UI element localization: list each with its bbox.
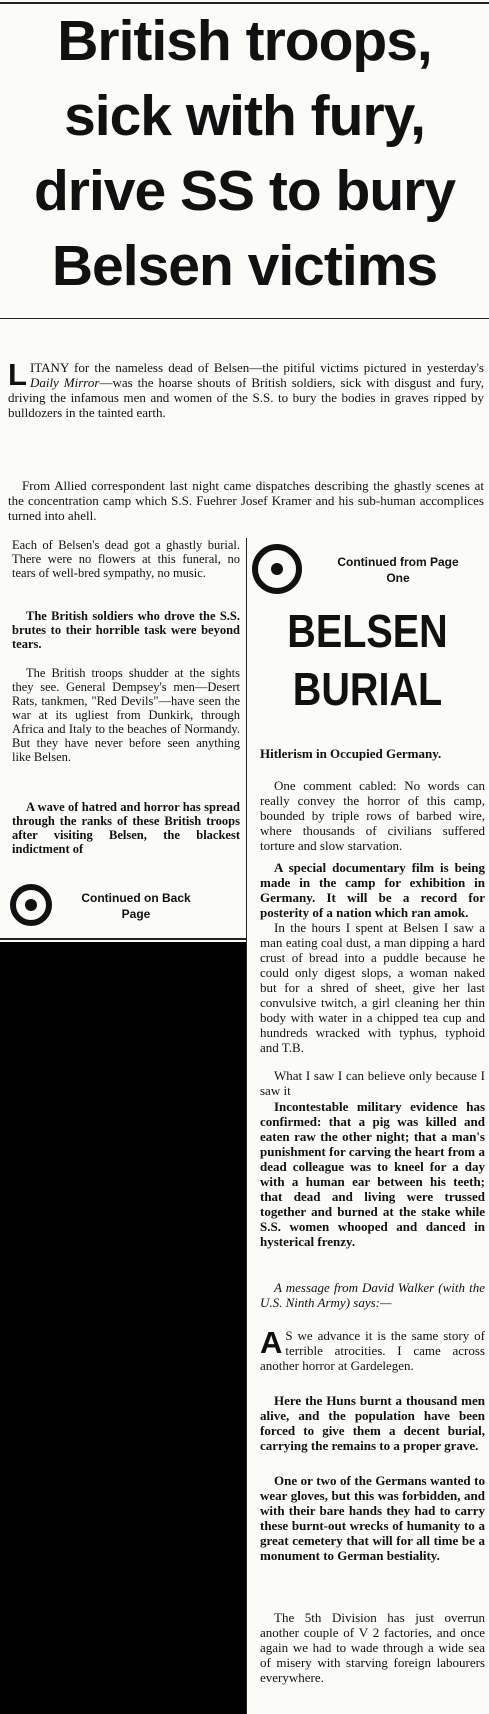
right-column <box>246 538 489 1714</box>
right-paragraph: Here the Huns burnt a thousand men alive, and the population have been forced to give them a decent burial, carrying the remains to a proper grave. <box>260 1393 485 1453</box>
continued-on-back-page-link[interactable]: Continued on Back Page <box>81 891 191 921</box>
left-column <box>0 538 246 942</box>
top-rule <box>0 2 489 4</box>
headline-line: British troops, <box>57 9 432 73</box>
heading-line: BELSEN <box>287 605 448 657</box>
bullseye-icon <box>252 544 302 594</box>
left-paragraph: Each of Belsen's dead got a ghastly burial. There were no flowers at this funeral, no tears of well-bred sympathy, no music. <box>12 538 240 580</box>
right-paragraph: In the hours I spent at Belsen I saw a man eating coal dust, a man dipping a hard crust of bread into a puddle because he could only digest slops, a woman naked but for a shred of sheet, give her last convulsive twitch, a girl cleaning her thin body with water in a chipped tea cup and hundreds wracked with typhus, typhoid and T.B. <box>260 920 485 1055</box>
article-top-section <box>0 0 489 538</box>
right-paragraph: The 5th Division has just overrun another couple of V 2 factories, and once again we had to wade through a wide sea of misery with starving foreign labourers everywhere. <box>260 1610 485 1685</box>
right-paragraph: What I saw I can believe only because I saw it <box>260 1068 485 1098</box>
newspaper-name: Daily Mirror <box>29 375 100 390</box>
heading-line: BURIAL <box>292 663 443 715</box>
intro-paragraph-2: From Allied correspondent last night came dispatches describing the ghastly scenes at the concentration camp which S.S. Fuehrer Josef Kramer and his sub-human accomplices turned into ahell. <box>8 478 484 523</box>
intro-text-end: —was the hoarse shouts of British soldiers, sick with disgust and fury, driving the infamous men and women of the S.S. to bury the bodies in graves ripped by bulldozers in the tainted earth. <box>8 375 484 420</box>
belsen-burial-heading <box>269 602 466 718</box>
headline <box>0 4 489 304</box>
headline-line: sick with fury, <box>64 84 425 148</box>
paragraph-text: S we advance it is the same story of terrible atrocities. I came across another horror at Gardelegen. <box>260 1328 485 1373</box>
right-paragraph: A special documentary film is being made in the camp for exhibition in Germany. It will be a record for posterity of a nation which ran amok. <box>260 860 485 920</box>
intro-text-start: ITANY for the nameless dead of Belsen—the pitiful victims pictured in yesterday's <box>29 360 484 375</box>
right-paragraph: One or two of the Germans wanted to wear gloves, but this was forbidden, and with their bare hands they had to carry these burnt-out wrecks of humanity to a great cemetery that will for all time be a monument to German bestiality. <box>260 1473 485 1563</box>
headline-line: drive SS to bury <box>33 159 456 223</box>
intro-paragraph <box>8 357 484 420</box>
dropcap: L <box>8 357 27 392</box>
headline-line: Belsen victims <box>51 234 438 298</box>
right-paragraph: Hitlerism in Occupied Germany. <box>260 746 442 761</box>
left-paragraph: The British troops shudder at the sights they see. General Dempsey's men—Desert Rats, tankmen, "Red Devils"—have seen the war at its ugliest from Dunkirk, through Africa and Italy to the beaches of Normandy. But they have never before seen anything like Belsen. <box>12 666 240 764</box>
column-bottom-rule <box>0 938 246 940</box>
column-divider <box>246 538 247 1714</box>
right-paragraph: Incontestable military evidence has confirmed: that a pig was killed and eaten raw the other night; that a man's punishment for carving the heart from a dead colleague was to kneel for a day with a human ear between his teeth; that dead and living were trussed together and burned at the stake while S.S. women whooped and danced in hysterical frenzy. <box>260 1099 485 1249</box>
dropcap: A <box>260 1325 283 1360</box>
left-paragraph: The British soldiers who drove the S.S. brutes to their horrible task were beyond tears. <box>12 609 240 651</box>
continued-from-page-one-label: Continued from Page One <box>337 555 459 585</box>
right-paragraph: One comment cabled: No words can really convey the horror of this camp, bounded by triple rows of barbed wire, where thousands of civilians suffered torture and slow starvation. <box>260 778 485 853</box>
left-paragraph: A wave of hatred and horror has spread through the ranks of these British troops after visiting Belsen, the blackest indictment of <box>12 800 240 856</box>
right-paragraph <box>260 1325 485 1373</box>
headline-rule <box>0 318 489 319</box>
bullseye-icon <box>10 884 52 926</box>
byline-paragraph: A message from David Walker (with the U.S. Ninth Army) says:— <box>260 1280 485 1310</box>
